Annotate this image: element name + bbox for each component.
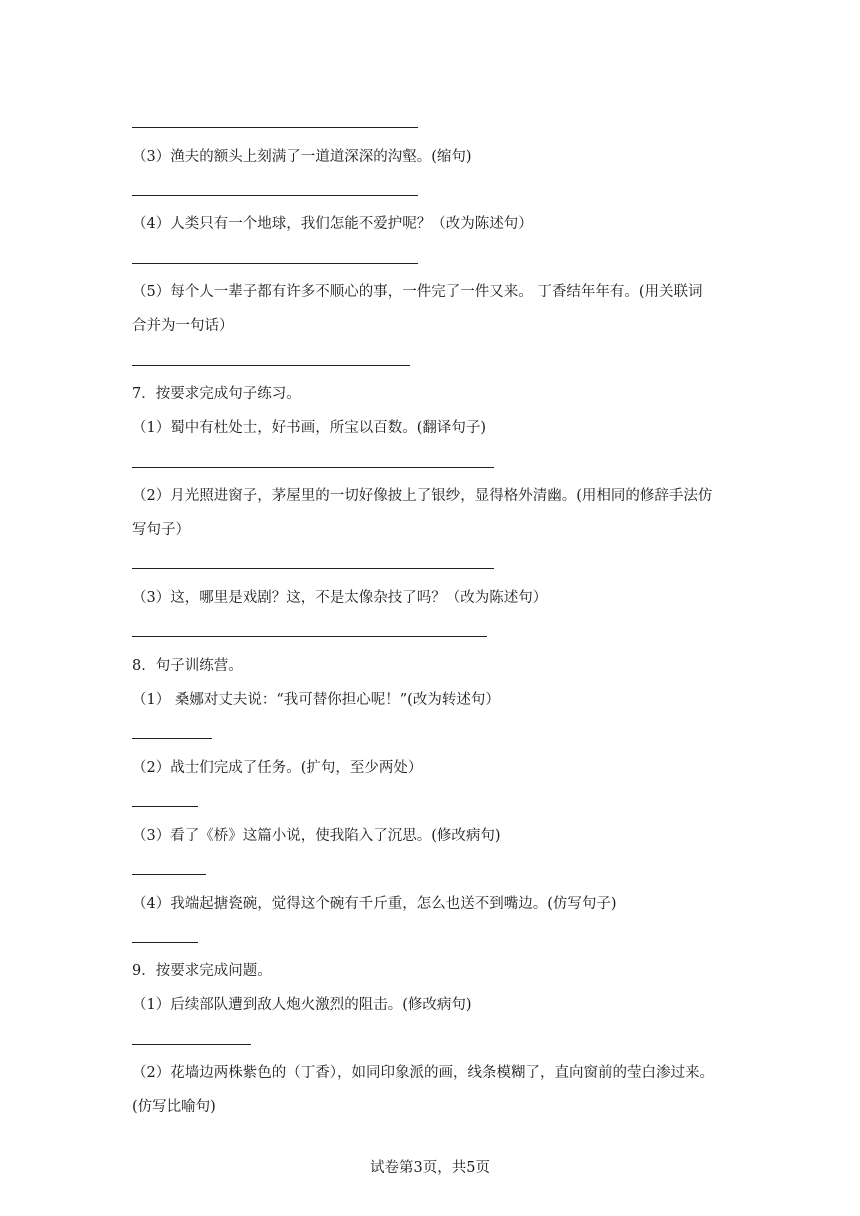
answer-line (132, 195, 418, 196)
question-8-4: （4）我端起搪瓷碗，觉得这个碗有千斤重，怎么也送不到嘴边。(仿写句子) (132, 896, 617, 912)
answer-line (132, 738, 212, 739)
page-footer: 试卷第3页，共5页 (370, 1160, 490, 1176)
question-8-2: （2）战士们完成了任务。(扩句，至少两处） (132, 760, 423, 776)
question-9-2-line1: （2）花墙边两株紫色的（丁香），如同印象派的画，线条模糊了，直向窗前的莹白渗过来。 (132, 1065, 714, 1081)
answer-line (132, 365, 410, 366)
question-6-3: （3）渔夫的额头上刻满了一道道深深的沟壑。(缩句) (132, 149, 472, 165)
question-6-5-line1: （5）每个人一辈子都有许多不顺心的事，一件完了一件又来。 丁香结年年有。(用关联词 (132, 284, 703, 300)
question-8-3: （3）看了《桥》这篇小说，使我陷入了沉思。(修改病句) (132, 828, 501, 844)
question-9-1: （1）后续部队遭到敌人炮火激烈的阻击。(修改病句) (132, 997, 472, 1013)
answer-line (132, 636, 487, 637)
answer-line (132, 942, 198, 943)
question-7-2-line2: 写句子） (132, 522, 190, 538)
question-7-3: （3）这，哪里是戏剧？这，不是太像杂技了吗？（改为陈述句） (132, 590, 548, 606)
answer-line (132, 1044, 251, 1045)
answer-line (132, 806, 198, 807)
answer-line (132, 127, 418, 128)
answer-line (132, 568, 494, 569)
question-6-5-line2: 合并为一句话） (132, 318, 234, 334)
question-7-2-line1: （2）月光照进窗子，茅屋里的一切好像披上了银纱，显得格外清幽。(用相同的修辞手法仿 (132, 488, 713, 504)
question-9-2-line2: (仿写比喻句) (132, 1099, 216, 1115)
question-6-4: （4）人类只有一个地球，我们怎能不爱护呢？（改为陈述句） (132, 216, 533, 232)
answer-line (132, 874, 206, 875)
answer-line (132, 467, 494, 468)
question-8-1: （1） 桑娜对丈夫说：“我可替你担心呢！”(改为转述句） (132, 692, 500, 708)
question-9-title: 9．按要求完成问题。 (132, 963, 272, 979)
question-7-title: 7．按要求完成句子练习。 (132, 386, 301, 402)
question-7-1: （1）蜀中有杜处士，好书画，所宝以百数。(翻译句子) (132, 420, 487, 436)
question-8-title: 8．句子训练营。 (132, 658, 243, 674)
answer-line (132, 263, 418, 264)
